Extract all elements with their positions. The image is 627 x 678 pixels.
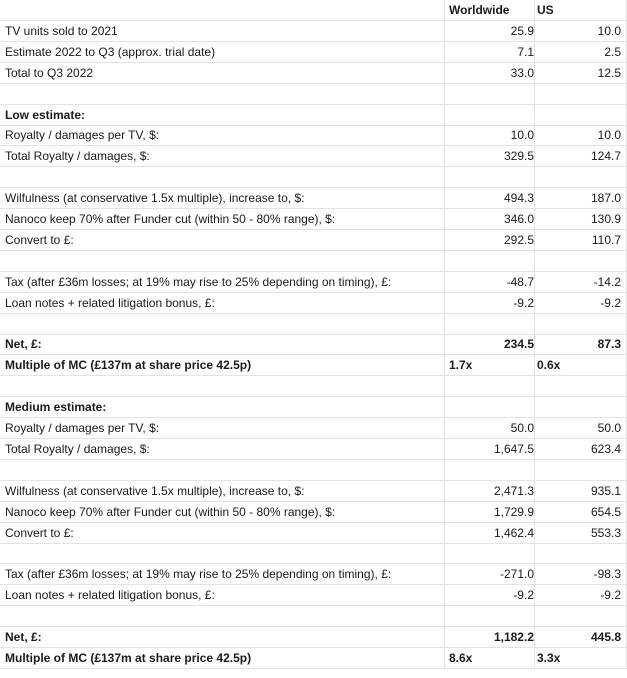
us-value — [535, 167, 621, 187]
worldwide-value — [444, 543, 534, 563]
table-row[interactable] — [0, 146, 627, 167]
us-value: 10.0 — [597, 23, 621, 38]
worldwide-value: 10.0 — [510, 128, 534, 143]
worldwide-value — [444, 376, 534, 396]
worldwide-value: 1,647.5 — [493, 441, 534, 456]
table-row[interactable] — [0, 606, 627, 627]
us-value: 124.7 — [590, 149, 621, 164]
table-row[interactable] — [0, 272, 627, 293]
worldwide-value: 2,471.3 — [493, 483, 534, 498]
table-row[interactable] — [0, 63, 627, 84]
table-row[interactable] — [0, 125, 627, 146]
us-value: 445.8 — [590, 630, 621, 644]
us-value: 553.3 — [590, 525, 621, 540]
worldwide-value: 292.5 — [503, 232, 534, 247]
row-label — [5, 167, 440, 187]
table-row[interactable] — [0, 543, 627, 564]
us-value: -9.2 — [600, 295, 621, 310]
us-value — [535, 314, 621, 334]
row-label: Loan notes + related litigation bonus, £: — [5, 295, 215, 310]
us-value — [535, 543, 621, 563]
table-row[interactable] — [0, 397, 627, 418]
us-value — [535, 376, 621, 396]
worldwide-value: 346.0 — [503, 212, 534, 226]
row-label: Total Royalty / damages, $: — [5, 441, 150, 456]
table-row[interactable] — [0, 355, 627, 376]
column-header-worldwide: Worldwide — [449, 3, 510, 17]
table-row[interactable] — [0, 439, 627, 460]
worldwide-value: 234.5 — [503, 337, 534, 352]
us-value — [535, 251, 621, 271]
row-label: Loan notes + related litigation bonus, £: — [5, 588, 215, 603]
worldwide-value: 1,729.9 — [493, 504, 534, 519]
us-value — [535, 105, 621, 125]
row-label — [5, 460, 440, 480]
row-label: Nanoco keep 70% after Funder cut (within 50 - 80% range), $: — [5, 212, 336, 226]
table-row[interactable] — [0, 648, 627, 669]
row-label — [5, 251, 440, 271]
us-value: 654.5 — [590, 504, 621, 519]
table-row[interactable] — [0, 314, 627, 335]
us-value: 935.1 — [590, 483, 621, 498]
us-value: 110.7 — [591, 232, 621, 247]
worldwide-value: 50.0 — [510, 421, 534, 435]
us-value: -14.2 — [593, 274, 621, 289]
worldwide-value: 25.9 — [510, 23, 534, 38]
row-label: Tax (after £36m losses; at 19% may rise to 25% depending on timing), £: — [5, 567, 392, 582]
row-label: TV units sold to 2021 — [5, 23, 118, 38]
table-row[interactable] — [0, 230, 627, 251]
row-label: Wilfulness (at conservative 1.5x multiple), increase to, $: — [5, 483, 305, 498]
worldwide-value: 7.1 — [517, 44, 534, 59]
us-value: 623.4 — [590, 441, 621, 456]
table-row[interactable] — [0, 188, 627, 209]
us-value: 3.3x — [537, 650, 561, 665]
worldwide-value — [444, 251, 534, 271]
row-label: Estimate 2022 to Q3 (approx. trial date) — [5, 44, 216, 59]
worldwide-value: 329.5 — [503, 149, 534, 164]
table-row[interactable] — [0, 251, 627, 272]
row-label: Medium estimate: — [5, 400, 107, 415]
us-value: -9.2 — [600, 588, 621, 603]
row-label: Nanoco keep 70% after Funder cut (within 50 - 80% range), $: — [5, 504, 336, 519]
us-value: 12.5 — [597, 65, 621, 80]
row-label: Total Royalty / damages, $: — [5, 149, 150, 164]
us-value: -98.3 — [593, 567, 621, 582]
row-label — [5, 84, 440, 104]
us-value: 50.0 — [597, 421, 621, 435]
table-row[interactable] — [0, 502, 627, 523]
table-row[interactable] — [0, 460, 627, 481]
us-value: 130.9 — [590, 212, 621, 226]
us-value — [535, 606, 621, 626]
row-label: Convert to £: — [5, 232, 74, 247]
us-value: 187.0 — [590, 191, 621, 206]
row-label — [5, 606, 440, 626]
worldwide-value — [444, 606, 534, 626]
row-label: Convert to £: — [5, 525, 74, 540]
us-value: 0.6x — [537, 358, 561, 373]
worldwide-value: 33.0 — [510, 65, 534, 80]
worldwide-value: 8.6x — [449, 650, 473, 665]
table-row[interactable] — [0, 376, 627, 397]
us-value: 10.0 — [597, 128, 621, 143]
row-label — [5, 314, 440, 334]
table-row[interactable] — [0, 209, 627, 230]
us-value: 87.3 — [597, 337, 621, 352]
table-row[interactable] — [0, 481, 627, 502]
worldwide-value — [444, 314, 534, 334]
worldwide-value — [444, 105, 534, 125]
worldwide-value: 1,182.2 — [493, 630, 534, 644]
us-value — [535, 397, 621, 417]
row-label: Royalty / damages per TV, $: — [5, 421, 160, 435]
table-row[interactable] — [0, 0, 627, 21]
worldwide-value: 494.3 — [503, 191, 534, 206]
row-label: Net, £: — [5, 630, 42, 644]
row-label: Net, £: — [5, 337, 42, 352]
table-row[interactable] — [0, 523, 627, 544]
table-row[interactable] — [0, 418, 627, 439]
worldwide-value: -48.7 — [506, 274, 534, 289]
row-label: Royalty / damages per TV, $: — [5, 128, 160, 143]
row-label: Low estimate: — [5, 107, 86, 122]
worldwide-value: 1,462.4 — [493, 525, 534, 540]
table-row[interactable] — [0, 167, 627, 188]
row-label: Tax (after £36m losses; at 19% may rise to 25% depending on timing), £: — [5, 274, 392, 289]
worldwide-value: -271.0 — [499, 567, 534, 582]
worldwide-value — [444, 167, 534, 187]
table-row[interactable] — [0, 564, 627, 585]
us-value — [535, 460, 621, 480]
row-label — [5, 0, 440, 20]
row-label: Wilfulness (at conservative 1.5x multiple), increase to, $: — [5, 191, 305, 206]
table-row[interactable] — [0, 105, 627, 126]
us-value — [535, 84, 621, 104]
table-row[interactable] — [0, 293, 627, 314]
row-label: Multiple of MC (£137m at share price 42.5p) — [5, 358, 252, 373]
row-label — [5, 376, 440, 396]
worldwide-value: -9.2 — [513, 588, 534, 603]
table-row[interactable] — [0, 334, 627, 355]
table-row[interactable] — [0, 84, 627, 105]
us-value: 2.5 — [604, 44, 621, 59]
table-row[interactable] — [0, 42, 627, 63]
row-label — [5, 543, 440, 563]
worldwide-value: -9.2 — [513, 295, 534, 310]
table-row[interactable] — [0, 627, 627, 648]
worldwide-value — [444, 460, 534, 480]
table-row[interactable] — [0, 21, 627, 42]
worldwide-value — [444, 84, 534, 104]
row-label: Total to Q3 2022 — [5, 65, 94, 80]
worldwide-value — [444, 397, 534, 417]
worldwide-value: 1.7x — [449, 358, 473, 373]
column-header-us: US — [537, 3, 554, 17]
row-label: Multiple of MC (£137m at share price 42.5p) — [5, 650, 252, 665]
table-row[interactable] — [0, 585, 627, 606]
